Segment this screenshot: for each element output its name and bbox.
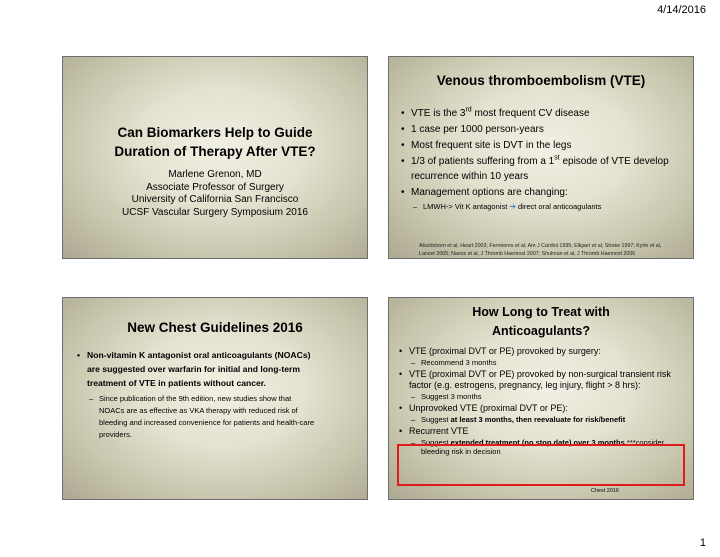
bullet-recurrent: • Recurrent VTE – Suggest extended treatment (no stop date) over 3 months ***consider bleeding risk in decision [399,426,687,456]
references: Abuldstrom et al, Heart 2003; Ferreieres et al, Am J Cardiol 1995; Elkjaer et al, Stroke 1997; Kyrle et al, Lancet 2005; Naess et al, J Thromb Haemost 2007; Shulman et al, J Thromb Haemost 2006 [419,243,662,257]
slide-3-guidelines [62,297,368,500]
sub-bullet-management: – LMWH-> Vit K antagonist ➔ direct oral anticoagulants [411,202,689,212]
sub-bullet-nonsurgical: – Suggest 3 months [409,392,687,401]
bullet-recurrence: • 1/3 of patients suffering from a 1st episode of VTE develop recurrence within 10 years [401,154,689,184]
arrow-icon: ➔ [509,202,516,211]
bullet-unprovoked: • Unprovoked VTE (proximal DVT or PE): – Suggest at least 3 months, then reevaluate for risk/benefit [399,403,687,424]
author-info [63,169,367,219]
sub-bullet-evidence: – Since publication of the 9th edition, new studies show that NOACs are as effective as VKA therapy with reduced risk of bleeding and increased convenience for patients and health-care providers. [87,393,317,441]
bullet-nonsurgical: • VTE (proximal DVT or PE) provoked by non-surgical transient risk factor (e.g. estrogens, pregnancy, leg injury, flight > 8 hrs): – Suggest 3 months [399,369,687,401]
bullet-noacs: • Non-vitamin K antagonist oral anticoagulants (NOACs) are suggested over warfarin for initial and long-term treatment of VTE in patients without cancer. – Since publication of the 9th edition, new studies show that NOACs are as effective as VKA therapy with reduced risk of bleeding and increased convenience for patients and health-care providers. [77,348,317,441]
sub-bullet-unprovoked: – Suggest at least 3 months, then reevaluate for risk/benefit [409,415,687,424]
handout-date: 4/14/2016 [657,4,706,16]
bullet-incidence: • 1 case per 1000 person-years [401,122,689,137]
slide-4-duration [388,297,694,500]
slide-2-title: Venous thromboembolism (VTE) [436,73,646,88]
bullet-surgery: • VTE (proximal DVT or PE) provoked by surgery: – Recommend 3 months [399,346,687,367]
sub-bullet-surgery: – Recommend 3 months [409,358,687,367]
bullet-management: • Management options are changing: – LMWH-> Vit K antagonist ➔ direct oral anticoagulants [401,185,689,212]
slide-3-title: New Chest Guidelines 2016 [127,320,303,335]
highlight-box [397,444,685,486]
title-line-1: Can Biomarkers Help to Guide [117,125,313,140]
page-number: 1 [699,537,706,549]
title-line-2: Duration of Therapy After VTE? [114,144,316,159]
slide-1-title [62,56,368,259]
slide-2-bullets [401,106,689,213]
event-name: UCSF Vascular Surgery Symposium 2016 [122,206,308,218]
slide-4-title: How Long to Treat with Anticoagulants? [472,305,610,338]
slide-4-bullets [399,346,687,458]
sub-bullet-recurrent: – Suggest extended treatment (no stop date) over 3 months ***consider bleeding risk in decision [409,438,687,456]
bullet-frequency: • VTE is the 3rd most frequent CV disease [401,106,689,121]
slide-3-bullets [77,348,317,441]
slide-1-heading [63,123,367,161]
author-name: Marlene Grenon, MD [168,169,262,180]
author-role: Associate Professor of Surgery [146,181,284,193]
source-citation: Chest 2016 [590,488,619,494]
bullet-site: • Most frequent site is DVT in the legs [401,138,689,153]
author-institution: University of California San Francisco [131,194,299,205]
slide-2-vte [388,56,694,259]
